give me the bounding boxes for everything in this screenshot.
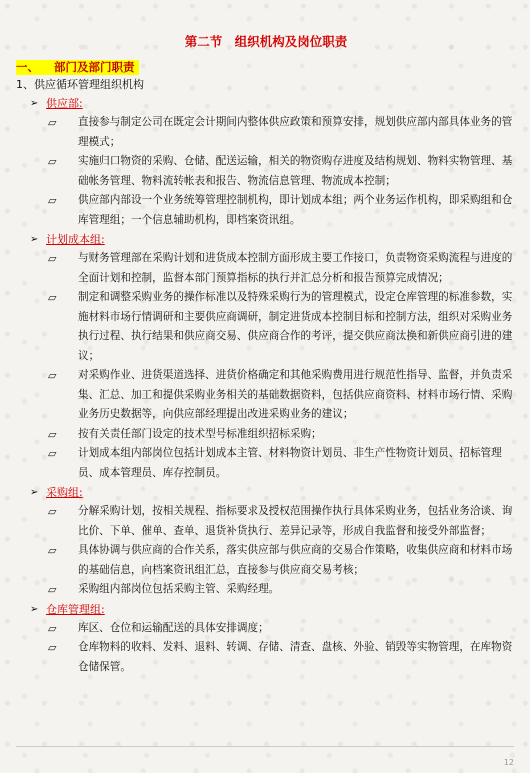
group-label: 计划成本组: <box>46 233 105 246</box>
group-heading <box>30 600 516 619</box>
folder-bullet-icon: ▱ <box>48 427 57 441</box>
group-heading <box>30 94 516 113</box>
folder-bullet-icon: ▱ <box>48 155 57 168</box>
list-item <box>48 288 516 366</box>
group-label: 采购组: <box>46 486 83 499</box>
arrow-bullet-icon: ➢ <box>30 98 39 109</box>
list-item <box>48 502 516 541</box>
list-item <box>48 425 516 445</box>
list-item <box>48 638 516 677</box>
list-item-text: 与财务管理部在采购计划和进货成本控制方面形成主要工作接口，负责物资采购流程与进度的全面计划和控制，监督本部门预算指标的执行并汇总分析和报告预算完成情况； <box>78 252 513 284</box>
list-item-text: 对采购作业、进货渠道选择、进货价格确定和其他采购费用进行规范性指导、监督，并负责采集、汇总、加工和提供采购业务相关的基础数据资料，包括供应商资料、材料市场行情、采购业务历史数据等，向供应部经理提出改进采购业务的建议； <box>78 369 513 420</box>
list-item-text: 采购组内部岗位包括采购主管、采购经理。 <box>78 583 280 595</box>
folder-bullet-icon: ▱ <box>48 194 57 207</box>
folder-bullet-icon: ▱ <box>48 621 57 635</box>
list-item-text: 按有关责任部门设定的技术型号标准组织招标采购； <box>78 427 322 440</box>
folder-bullet-icon: ▱ <box>48 641 57 654</box>
list-item <box>48 541 516 580</box>
folder-bullet-icon: ▱ <box>48 447 57 460</box>
group-label: 仓库管理组: <box>46 602 105 616</box>
group-heading <box>30 230 516 249</box>
section-heading <box>16 56 516 75</box>
folder-bullet-icon: ▱ <box>48 116 57 129</box>
heading-number: 一、 <box>16 60 39 74</box>
arrow-bullet-icon: ➢ <box>30 234 39 245</box>
list-item <box>48 619 516 639</box>
list-item-text: 仓库物料的收料、发料、退料、转调、存储、清查、盘核、外验、销毁等实物管理，在库物资仓储保管。 <box>78 641 513 673</box>
folder-bullet-icon: ▱ <box>48 544 57 557</box>
list-item <box>48 249 516 288</box>
list-item-text: 具体协调与供应商的合作关系，落实供应部与供应商的交易合作策略，收集供应商和材料市场的基础信息，向档案资讯组汇总，直接参与供应商交易考核； <box>78 544 513 576</box>
list-item <box>48 444 516 483</box>
group-list <box>16 94 516 677</box>
heading-text: 部门及部门职责 <box>54 60 135 74</box>
list-item-text: 计划成本组内部岗位包括计划成本主管、材料物资计划员、非生产性物资计划员、招标管理员、成本管理员、库存控制员。 <box>78 447 502 479</box>
folder-bullet-icon: ▱ <box>48 291 57 304</box>
folder-bullet-icon: ▱ <box>48 252 57 265</box>
list-item <box>48 113 516 152</box>
org-structure-line: 1、供应循环管理组织机构 <box>16 78 144 91</box>
page-number: 12 <box>503 758 514 767</box>
group-heading <box>30 483 516 502</box>
list-item <box>48 366 516 425</box>
footer-rule <box>16 746 514 747</box>
list-item <box>48 191 516 230</box>
list-item <box>48 152 516 191</box>
folder-bullet-icon: ▱ <box>48 369 57 382</box>
list-item-text: 实施归口物资的采购、仓储、配送运输，相关的物资购存进度及结构规划、物料实物管理、基础帐务管理、物料流转帐表和报告、物流信息管理、物流成本控制； <box>78 155 513 187</box>
list-item <box>48 580 516 600</box>
arrow-bullet-icon: ➢ <box>30 487 39 498</box>
highlighted-heading <box>16 60 139 75</box>
arrow-bullet-icon: ➢ <box>30 603 39 615</box>
group-label: 供应部: <box>46 97 83 110</box>
list-item-text: 制定和调整采购业务的操作标准以及特殊采购行为的管理模式，设定仓库管理的标准参数，实施材料市场行情调研和主要供应商调研，制定进货成本控制目标和控制方法，组织对采购业务执行过程、执行结果和供应商交易、供应商合作的考评，提交供应商汰换和新供应商引进的建议； <box>78 291 513 362</box>
list-item-text: 分解采购计划，按相关规程、指标要求及授权范围操作执行具体采购业务，包括业务洽谈、询比价、下单、催单、查单、退货补货执行、差异记录等，形成自我监督和接受外部监督； <box>78 505 513 537</box>
section-title: 第二节 组织机构及岗位职责 <box>184 34 348 49</box>
document-body <box>16 34 516 677</box>
list-item-text: 供应部内部设一个业务统筹管理控制机构，即计划成本组；两个业务运作机构，即采购组和仓库管理组；一个信息辅助机构，即档案资讯组。 <box>78 194 513 226</box>
folder-bullet-icon: ▱ <box>48 505 57 518</box>
folder-bullet-icon: ▱ <box>48 583 57 596</box>
list-item-text: 直接参与制定公司在既定会计期间内整体供应政策和预算安排，规划供应部内部具体业务的管理模式； <box>78 116 513 148</box>
list-item-text: 库区、仓位和运输配送的具体安排调度； <box>78 621 269 634</box>
